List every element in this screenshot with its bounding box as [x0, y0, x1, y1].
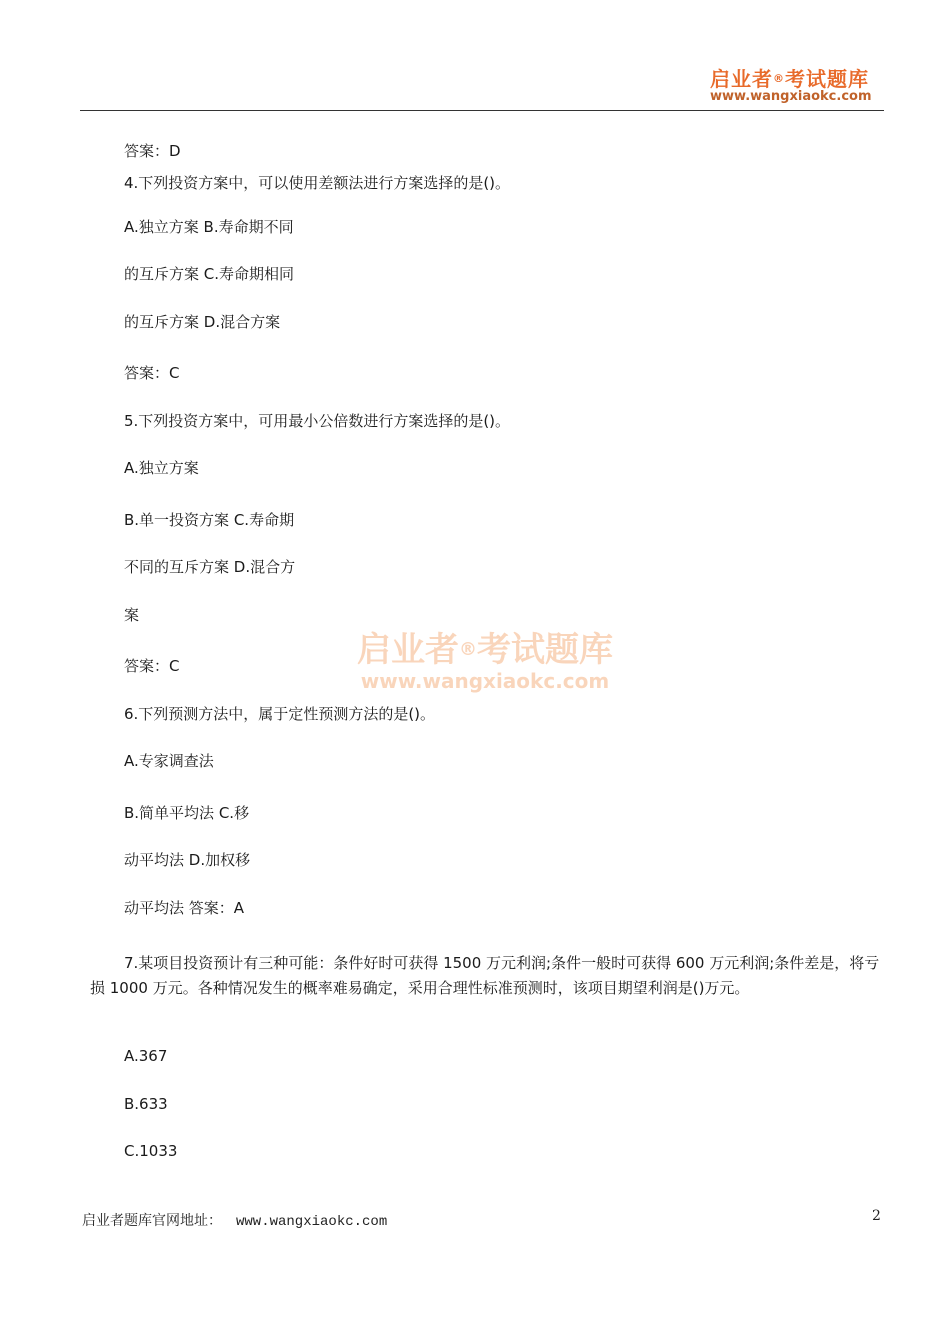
- footer: [82, 1210, 387, 1230]
- question-4-options-line-3: 的互斥方案 D.混合方案: [124, 313, 281, 331]
- page-number: 2: [872, 1208, 881, 1224]
- watermark-suffix: 考试题库: [477, 630, 613, 670]
- watermark-title: [340, 630, 630, 670]
- question-5-options-line-4: 案: [124, 606, 140, 624]
- footer-url: www.wangxiaokc.com: [236, 1214, 388, 1230]
- watermark-name: 启业者: [357, 630, 459, 670]
- logo-url: www.wangxiaokc.com: [710, 89, 872, 104]
- question-6-answer-line: 动平均法 答案：A: [124, 899, 245, 917]
- question-5-options-line-2: B.单一投资方案 C.寿命期: [124, 511, 295, 529]
- question-4-options-line-1: A.独立方案 B.寿命期不同: [124, 218, 294, 236]
- question-6: 6.下列预测方法中，属于定性预测方法的是()。: [124, 705, 436, 723]
- logo-registered-mark: ®: [773, 72, 785, 85]
- watermark-registered-mark: ®: [459, 639, 477, 660]
- question-4: 4.下列投资方案中，可以使用差额法进行方案选择的是()。: [124, 174, 511, 192]
- question-7-option-c: C.1033: [124, 1142, 178, 1160]
- watermark: [340, 630, 630, 692]
- answer-3: 答案：D: [124, 142, 181, 160]
- footer-label: 启业者题库官网地址：: [82, 1213, 222, 1229]
- logo-title: [710, 68, 885, 90]
- question-7: 7.某项目投资预计有三种可能：条件好时可获得 1500 万元利润;条件一般时可获得 600 万元利润;条件差是，将亏损 1000 万元。各种情况发生的概率难易确定，采用合理性标准预测时，该项目期望利润是()万元。: [90, 954, 880, 997]
- question-6-option-a: A.专家调查法: [124, 752, 214, 770]
- question-7-option-a: A.367: [124, 1047, 168, 1065]
- question-6-options-line-2: B.简单平均法 C.移: [124, 804, 250, 822]
- logo-suffix: 考试题库: [785, 67, 869, 91]
- question-7-option-b: B.633: [124, 1095, 168, 1113]
- logo-name: 启业者: [710, 67, 773, 91]
- watermark-url: www.wangxiaokc.com: [360, 669, 610, 693]
- question-6-options-line-3: 动平均法 D.加权移: [124, 851, 251, 869]
- question-5-options-line-3: 不同的互斥方案 D.混合方: [124, 558, 296, 576]
- question-4-options-line-2: 的互斥方案 C.寿命期相同: [124, 265, 295, 283]
- question-5-option-a: A.独立方案: [124, 459, 199, 477]
- header-divider: [80, 110, 884, 111]
- answer-5: 答案：C: [124, 657, 180, 675]
- question-5: 5.下列投资方案中，可用最小公倍数进行方案选择的是()。: [124, 412, 511, 430]
- answer-4: 答案：C: [124, 364, 180, 382]
- brand-logo: [710, 68, 885, 104]
